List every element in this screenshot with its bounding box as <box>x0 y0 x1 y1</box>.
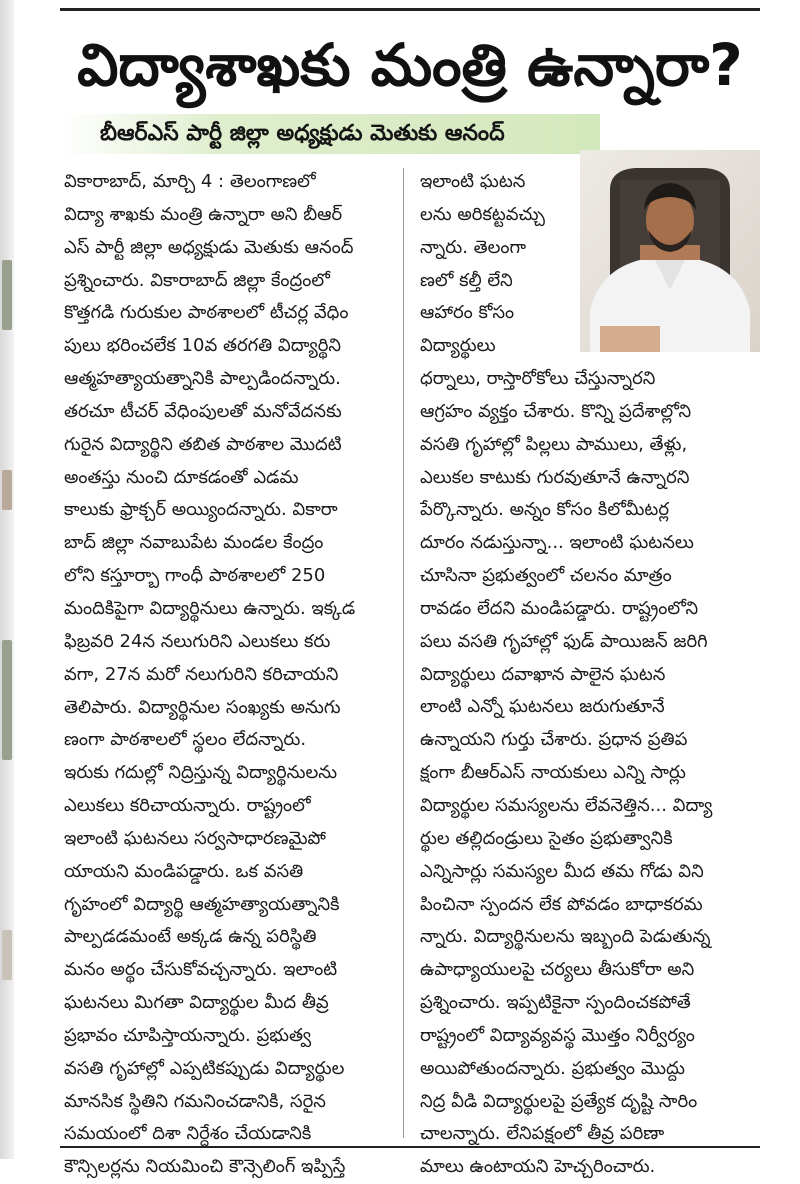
text-line: గృహంలో విద్యార్థి ఆత్మహత్యాయత్నానికి <box>64 893 340 915</box>
text-line: పాల్పడడమంటే అక్కడ ఉన్న పరిస్థితి <box>64 926 317 948</box>
text-line: పేర్కొన్నారు. అన్నం కోసం కిలోమీటర్ల <box>420 499 670 521</box>
text-line: మాలు ఉంటాయని హెచ్చరించారు. <box>420 1156 656 1178</box>
text-line: లోని కస్తూర్బా గాంధీ పాఠశాలలో 250 <box>64 565 326 587</box>
text-line: అయిపోతుందన్నారు. ప్రభుత్వం మొద్దు <box>420 1057 685 1079</box>
text-line: ఇలాంటి ఘటన <box>420 171 526 192</box>
text-line: గురైన విద్యార్థిని తబిత పాఠశాల మొదటి <box>64 433 342 455</box>
text-line: పలు వసతి గృహాల్లో ఫుడ్ పాయిజన్ జరిగి <box>420 630 708 652</box>
text-line: మానసిక స్థితిని గమనించడానికి, సరైన <box>64 1090 326 1112</box>
text-line: ధర్నాలు, రాస్తారోకోలు చేస్తున్నారని <box>420 368 656 389</box>
text-line: ఉపాధ్యాయులపై చర్యలు తీసుకోరా అని <box>420 959 695 981</box>
bottom-rule <box>60 1146 760 1148</box>
article-column-right-top <box>420 166 590 363</box>
text-line: ఆగ్రహం వ్యక్తం చేశారు. కొన్ని ప్రదేశాల్లోని <box>420 400 692 422</box>
text-line: ణలో కల్తీ లేని <box>420 269 513 291</box>
text-line: ఎన్నిసార్లు సమస్యల మీద తమ గోడు విని <box>420 860 704 882</box>
text-line: ఎలుకల కాటుకు గురవుతూనే ఉన్నారని <box>420 466 690 488</box>
text-line: విద్యా శాఖకు మంత్రి ఉన్నారా అని బీఆర్ <box>64 203 343 225</box>
text-line: తెలిపారు. విద్యార్థినుల సంఖ్యకు అనుగు <box>64 696 341 718</box>
text-line: ప్రశ్నించారు. ఇప్పటికైనా స్పందించకపోతే <box>420 992 691 1014</box>
text-line: రావడం లేదని మండిపడ్డారు. రాష్ట్రంలోని <box>420 597 699 619</box>
text-line: సమయంలో దిశా నిర్దేశం చేయడానికి <box>64 1123 312 1145</box>
article-subheadline: బీఆర్ఎస్ పార్టీ జిల్లా అధ్యక్షుడు మెతుకు ఆనంద్ <box>100 121 505 146</box>
article-headline: విద్యాశాఖకు మంత్రి ఉన్నారా? <box>77 31 743 99</box>
text-line: ప్రశ్నించారు. వికారాబాద్ జిల్లా కేంద్రంలో <box>64 269 330 291</box>
text-line: ఇలాంటి ఘటనలు సర్వసాధారణమైపో <box>64 827 326 849</box>
text-line: తరచూ టీచర్ వేధింపులతో మనోవేదనకు <box>64 400 342 422</box>
text-line: పులు భరించలేక 10వ తరగతి విద్యార్థిని <box>64 335 341 357</box>
text-line: విద్యార్థులు దవాఖాన పాలైన ఘటన <box>420 663 666 685</box>
portrait-photo <box>580 150 760 352</box>
top-rule <box>60 8 760 11</box>
text-line: వసతి గృహాల్లో పిల్లలు పాములు, తేళ్లు, <box>420 433 688 455</box>
text-line: ఉన్నాయని గుర్తు చేశారు. ప్రధాన ప్రతిప <box>420 729 688 751</box>
text-line: న్నారు. తెలంగా <box>420 236 527 258</box>
text-line: లను అరికట్టవచ్చు <box>420 203 545 225</box>
text-line: కొత్తగడి గురుకుల పాఠశాలలో టీచర్ల వేధిం <box>64 302 349 324</box>
article-column-right-bottom <box>420 363 762 1184</box>
edge-smudge <box>2 930 12 980</box>
text-line: బాద్ జిల్లా నవాబుపేట మండల కేంద్రం <box>64 532 324 554</box>
text-line: నిద్ర వీడి విద్యార్థులపై ప్రత్యేక దృష్టి సారిం <box>420 1090 698 1112</box>
adjacent-page-edge <box>0 0 14 1159</box>
text-line: చాలన్నారు. లేనిపక్షంలో తీవ్ర పరిణా <box>420 1123 665 1145</box>
text-line: యాయని మండిపడ్డారు. ఒక వసతి <box>64 860 304 882</box>
text-line: ఎస్ పార్టీ జిల్లా అధ్యక్షుడు మెతుకు ఆనంద్ <box>64 236 354 258</box>
text-line: మనం అర్థం చేసుకోవచ్చన్నారు. ఇలాంటి <box>64 959 338 981</box>
text-line: విద్యార్థులు <box>420 335 496 357</box>
text-line: అంతస్తు నుంచి దూకడంతో ఎడమ <box>64 466 299 488</box>
text-line: న్నారు. విద్యార్థినులను ఇబ్బంది పెడుతున్న <box>420 926 711 948</box>
text-line: వగా, 27న మరో నలుగురిని కరిచాయని <box>64 663 339 685</box>
text-line: కాలుకు ఫ్రాక్చర్ అయ్యిందన్నారు. వికారా <box>64 499 338 521</box>
text-line: ఆహారం కోసం <box>420 302 515 324</box>
text-line: ఫిబ్రవరి 24న నలుగురిని ఎలుకలు కరు <box>64 630 331 652</box>
text-line: ఘటనలు మిగతా విద్యార్థుల మీద తీవ్ర <box>64 992 329 1014</box>
text-line: వసతి గృహాల్లో ఎప్పటికప్పుడు విద్యార్థుల <box>64 1057 345 1079</box>
text-line: వికారాబాద్, మార్చి 4 : తెలంగాణలో <box>64 171 316 192</box>
edge-smudge <box>2 640 12 760</box>
text-line: పించినా స్పందన లేక పోవడం బాధాకరమ <box>420 893 703 915</box>
edge-smudge <box>2 260 12 330</box>
text-line: ర్థుల తల్లిదండ్రులు సైతం ప్రభుత్వానికి <box>420 827 673 849</box>
portrait-photo-graphic <box>580 150 760 352</box>
text-line: కౌన్సిలర్లను నియమించి కౌన్సెలింగ్ ఇప్పిస్తే <box>64 1156 346 1178</box>
text-line: దూరం నడుస్తున్నా... ఇలాంటి ఘటనలు <box>420 532 694 554</box>
text-line: లాంటి ఎన్నో ఘటనలు జరుగుతూనే <box>420 696 665 718</box>
text-line: రాష్ట్రంలో విద్యావ్యవస్థ మొత్తం నిర్వీర్యం <box>420 1024 695 1046</box>
text-line: ఆత్మహత్యాయత్నానికి పాల్పడిందన్నారు. <box>64 368 341 390</box>
text-line: ఎలుకలు కరిచాయన్నారు. రాష్ట్రంలో <box>64 795 311 817</box>
text-line: ణంగా పాఠశాలలో స్థలం లేదన్నారు. <box>64 729 307 751</box>
text-line: ప్రభావం చూపిస్తాయన్నారు. ప్రభుత్వ <box>64 1024 312 1046</box>
text-line: ఇరుకు గదుల్లో నిద్రిస్తున్న విద్యార్థినులను <box>64 762 338 784</box>
text-line: విద్యార్థుల సమస్యలను లేవనెత్తిన... విద్యా <box>420 794 713 816</box>
column-divider <box>403 168 404 1138</box>
text-line: క్షంగా బీఆర్ఎస్ నాయకులు ఎన్ని సార్లు <box>420 762 686 784</box>
article-column-left <box>64 166 400 1184</box>
text-line: మందికిపైగా విద్యార్థినులు ఉన్నారు. ఇక్కడ <box>64 597 356 619</box>
edge-smudge <box>2 470 12 510</box>
text-line: చూసినా ప్రభుత్వంలో చలనం మాత్రం <box>420 565 672 587</box>
